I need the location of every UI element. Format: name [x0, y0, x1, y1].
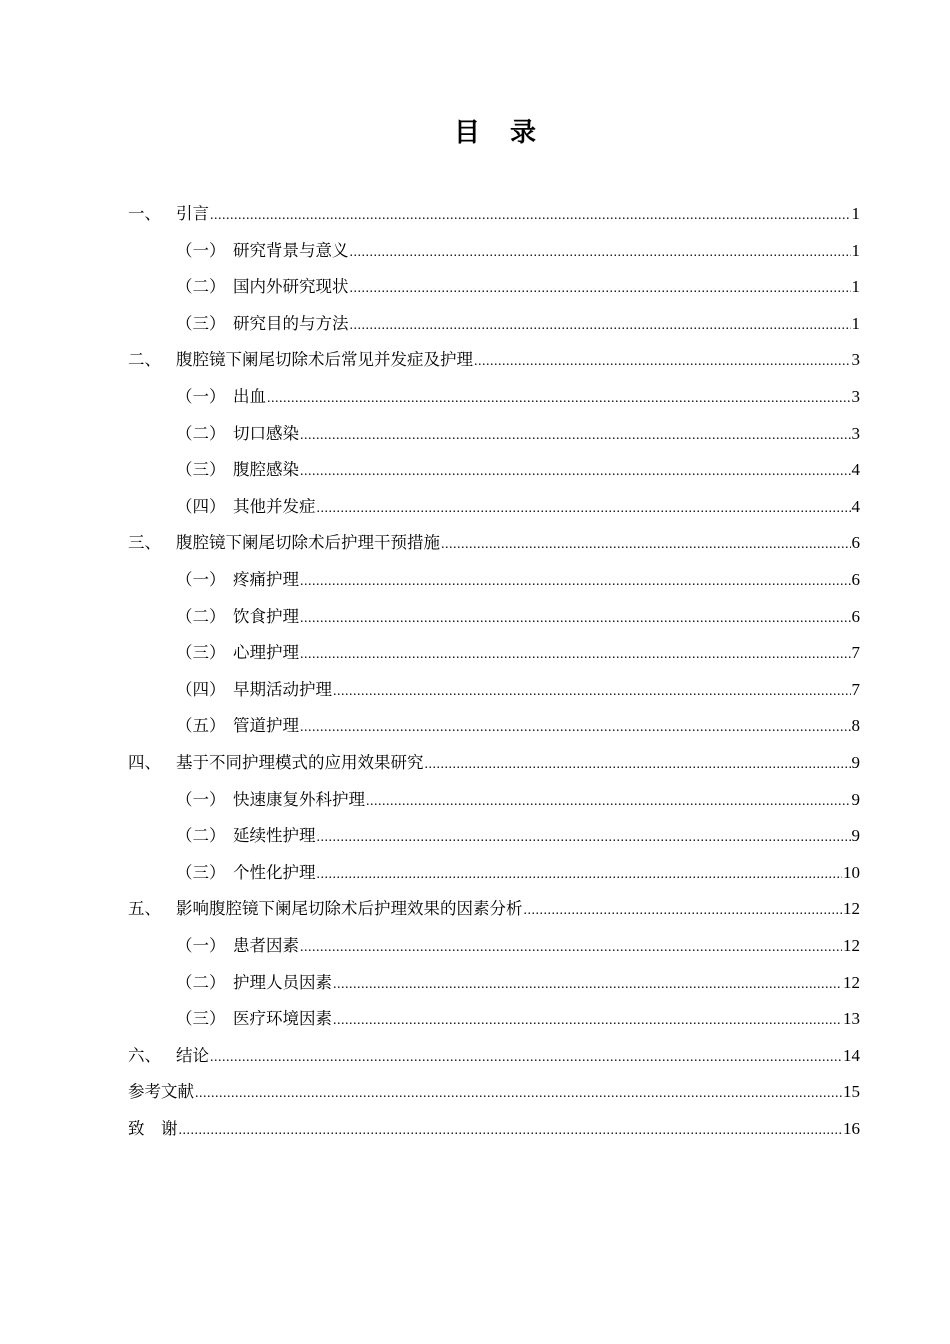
- toc-entry-page-number: 9: [851, 789, 860, 809]
- toc-entry-number: 二、: [128, 350, 161, 370]
- dot-leader: [350, 235, 851, 271]
- dot-leader: [441, 527, 851, 563]
- toc-entry-number: （五）: [176, 716, 226, 736]
- toc-entry[interactable]: [176, 965, 860, 1001]
- dot-leader: [350, 271, 851, 307]
- toc-entry-number: （一）: [176, 240, 226, 260]
- toc-entry-number: 三、: [128, 533, 161, 553]
- toc-entry-page-number: 1: [851, 313, 860, 333]
- toc-entry-title: 疼痛护理: [233, 570, 299, 589]
- toc-entry-title: 切口感染: [233, 423, 299, 443]
- toc-entry-number: 四、: [128, 753, 161, 772]
- dot-leader: [300, 930, 842, 966]
- toc-entry-title: 腹腔镜下阑尾切除术后常见并发症及护理: [176, 350, 473, 370]
- toc-entry-page-number: 7: [851, 679, 860, 699]
- toc-entry-title: 研究背景与意义: [233, 240, 349, 260]
- toc-entry-number: 一、: [128, 204, 161, 223]
- dot-leader: [333, 967, 842, 1003]
- toc-entry-page-number: 1: [851, 240, 860, 260]
- dot-leader: [317, 820, 851, 856]
- toc-entry[interactable]: [176, 562, 860, 598]
- toc-entry[interactable]: [176, 782, 860, 818]
- toc-entry-page-number: 1: [851, 204, 860, 223]
- title-char: 录: [510, 118, 537, 148]
- toc-entry-title: 心理护理: [233, 643, 299, 663]
- toc-entry-number: （二）: [176, 423, 226, 443]
- dot-leader: [300, 564, 851, 600]
- dot-leader: [179, 1113, 843, 1149]
- toc-entry[interactable]: [176, 379, 860, 415]
- toc-entry-number: （二）: [176, 277, 226, 297]
- toc-entry-title: 个性化护理: [233, 862, 316, 882]
- toc-entry-page-number: 7: [851, 643, 860, 663]
- dot-leader: [300, 418, 851, 454]
- toc-entry[interactable]: [128, 525, 860, 561]
- toc-entry[interactable]: [176, 855, 860, 891]
- toc-entry-page-number: 4: [851, 460, 860, 480]
- toc-entry-title: 基于不同护理模式的应用效果研究: [176, 753, 424, 772]
- title-char: 目: [453, 118, 480, 148]
- toc-entry-page-number: 3: [851, 350, 860, 370]
- toc-entry[interactable]: [128, 1074, 860, 1110]
- dot-leader: [524, 893, 843, 929]
- dot-leader: [350, 308, 851, 344]
- toc-entry-page-number: 9: [851, 753, 860, 772]
- dot-leader: [333, 674, 851, 710]
- toc-entry[interactable]: [176, 306, 860, 342]
- dot-leader: [210, 198, 851, 234]
- toc-entry-title: 结论: [176, 1045, 209, 1065]
- toc-entry-title: 管道护理: [233, 716, 299, 736]
- dot-leader: [300, 454, 851, 490]
- toc-entry-title: 患者因素: [233, 936, 299, 955]
- toc-entry-page-number: 10: [843, 862, 860, 882]
- toc-entry-title: 参考文献: [128, 1082, 194, 1102]
- toc-entry-number: （二）: [176, 606, 226, 626]
- toc-entry[interactable]: [176, 599, 860, 635]
- toc-entry-number: （三）: [176, 862, 226, 882]
- toc-entry-page-number: 16: [843, 1119, 860, 1138]
- toc-entry-page-number: 6: [851, 570, 860, 589]
- toc-entry-title: 早期活动护理: [233, 679, 332, 699]
- toc-entry-title: 医疗环境因素: [233, 1009, 332, 1029]
- toc-entry-title: 国内外研究现状: [233, 277, 349, 297]
- toc-entry-number: （一）: [176, 387, 226, 406]
- dot-leader: [317, 857, 843, 893]
- toc-entry-page-number: 1: [851, 277, 860, 297]
- toc-entry[interactable]: [176, 708, 860, 744]
- toc-entry[interactable]: [128, 1111, 860, 1147]
- toc-entry[interactable]: [128, 891, 860, 927]
- dot-leader: [195, 1076, 842, 1112]
- toc-entry-number: 六、: [128, 1045, 161, 1065]
- dot-leader: [300, 601, 851, 637]
- toc-entry-page-number: 12: [843, 899, 860, 919]
- toc-entry-page-number: 15: [843, 1082, 860, 1102]
- toc-entry-number: （三）: [176, 313, 226, 333]
- toc-entry[interactable]: [176, 1001, 860, 1037]
- toc-entry-page-number: 6: [851, 533, 860, 553]
- toc-entry[interactable]: [176, 416, 860, 452]
- toc-entry[interactable]: [128, 1038, 860, 1074]
- toc-entry-title: 护理人员因素: [233, 972, 332, 992]
- toc-entry[interactable]: [176, 635, 860, 671]
- dot-leader: [474, 344, 851, 380]
- toc-entry[interactable]: [128, 342, 860, 378]
- dot-leader: [333, 1003, 842, 1039]
- toc-entry-title: 腹腔镜下阑尾切除术后护理干预措施: [176, 533, 440, 553]
- toc-entry-title: 致 谢: [128, 1119, 178, 1138]
- toc-entry[interactable]: [128, 196, 860, 232]
- toc-entry-number: （二）: [176, 972, 226, 992]
- toc-entry-title: 腹腔感染: [233, 460, 299, 480]
- toc-entry-page-number: 4: [851, 496, 860, 516]
- toc-entry[interactable]: [176, 672, 860, 708]
- toc-entry-page-number: 3: [851, 423, 860, 443]
- dot-leader: [210, 1040, 842, 1076]
- toc-entry-number: （一）: [176, 789, 226, 809]
- dot-leader: [300, 710, 851, 746]
- toc-entry-title: 引言: [176, 204, 209, 223]
- toc-entry-title: 其他并发症: [233, 496, 316, 516]
- toc-entry-page-number: 14: [843, 1045, 860, 1065]
- page-title: [0, 112, 950, 149]
- toc-entry-title: 延续性护理: [233, 826, 316, 846]
- toc-entry-number: （二）: [176, 826, 226, 846]
- toc-entry-page-number: 13: [843, 1009, 860, 1029]
- toc-entry-title: 出血: [233, 387, 266, 406]
- toc-entry[interactable]: [176, 928, 860, 964]
- toc-entry-title: 研究目的与方法: [233, 313, 349, 333]
- toc-entry-page-number: 12: [843, 972, 860, 992]
- toc-entry[interactable]: [176, 818, 860, 854]
- toc-entry-title: 快速康复外科护理: [233, 789, 365, 809]
- toc-entry[interactable]: [128, 745, 860, 781]
- dot-leader: [425, 747, 851, 783]
- toc-entry[interactable]: [176, 269, 860, 305]
- toc-entry-number: （三）: [176, 1009, 226, 1029]
- toc-entry-number: （四）: [176, 679, 226, 699]
- toc-entry[interactable]: [176, 452, 860, 488]
- toc-entry-number: （一）: [176, 936, 226, 955]
- dot-leader: [366, 784, 851, 820]
- toc-entry[interactable]: [176, 489, 860, 525]
- toc-entry[interactable]: [176, 233, 860, 269]
- toc-entry-page-number: 9: [851, 826, 860, 846]
- toc-entry-page-number: 12: [843, 936, 860, 955]
- toc-entry-number: 五、: [128, 899, 161, 919]
- toc-entry-number: （四）: [176, 496, 226, 516]
- dot-leader: [300, 637, 851, 673]
- toc-entry-title: 饮食护理: [233, 606, 299, 626]
- toc-entry-page-number: 8: [851, 716, 860, 736]
- toc-entry-number: （三）: [176, 643, 226, 663]
- toc-entry-title: 影响腹腔镜下阑尾切除术后护理效果的因素分析: [176, 899, 523, 919]
- dot-leader: [267, 381, 851, 417]
- toc-entry-page-number: 3: [851, 387, 860, 406]
- toc-entry-number: （一）: [176, 570, 226, 589]
- toc-entry-page-number: 6: [851, 606, 860, 626]
- toc-entry-number: （三）: [176, 460, 226, 480]
- dot-leader: [317, 491, 851, 527]
